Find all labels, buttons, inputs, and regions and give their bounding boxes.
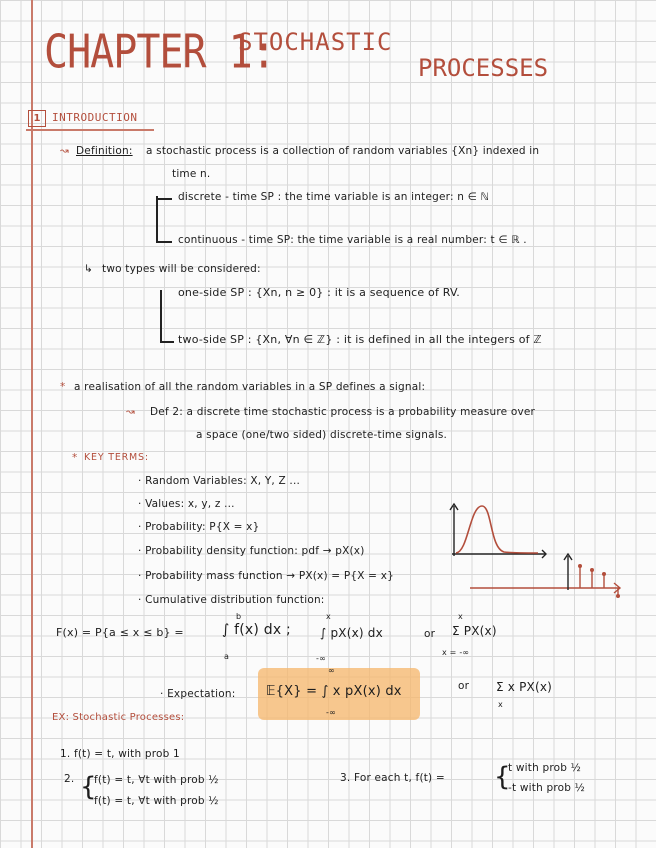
- expectation-formula: 𝔼{X} = ∫ x pX(x) dx: [266, 684, 402, 699]
- example-2-line2: f(t) = t, ∀t with prob ½: [94, 795, 219, 807]
- margin-line: [31, 0, 33, 848]
- pmf-sketch: [470, 552, 640, 602]
- definition-text-line1: a stochastic process is a collection of random variables {Xn} indexed in: [146, 145, 540, 157]
- cdf-or: or: [424, 628, 436, 640]
- pdf-sketch: [446, 498, 556, 560]
- expectation-sum-lower: x: [498, 700, 503, 709]
- chapter-title: CHAPTER 1:: [44, 26, 275, 79]
- key-term-item: · Random Variables: X, Y, Z ...: [138, 475, 301, 487]
- two-side-sp: two-side SP : {Xn, ∀n ∈ ℤ} : it is defined in all the integers of ℤ: [178, 333, 542, 346]
- expectation-upper: ∞: [328, 666, 335, 675]
- example-1: 1. f(t) = t, with prob 1: [60, 748, 180, 760]
- expectation-or: or: [458, 680, 470, 692]
- key-terms-star-icon: *: [72, 452, 78, 464]
- return-arrow-icon: ↳: [84, 263, 93, 275]
- arrow-icon-def2: ↝: [126, 406, 135, 418]
- continuous-time-sp: continuous - time SP: the time variable is a real number: t ∈ ℝ .: [178, 234, 527, 246]
- cdf-sum-upper: x: [458, 612, 463, 621]
- cdf-int1: ∫ f(x) dx ;: [222, 622, 291, 638]
- bullet-star-icon: *: [60, 381, 66, 393]
- key-term-pmf: Probability mass function → PX(x) = P{X = x}: [145, 570, 395, 582]
- bracket-types: [160, 290, 162, 342]
- example-2-brace: {: [80, 772, 97, 802]
- key-term-item: · Probability density function: pdf → pX(x): [138, 545, 365, 557]
- example-2-line1: f(t) = t, ∀t with prob ½: [94, 774, 219, 786]
- bracket-tick-bottom: [156, 241, 172, 243]
- cdf-int2-lower: -∞: [316, 654, 326, 663]
- cdf-sum: Σ PX(x): [452, 624, 497, 638]
- example-3-brace: {: [494, 762, 511, 792]
- realisation-line1: a realisation of all the random variables in a SP defines a signal:: [74, 381, 426, 393]
- discrete-time-sp: discrete - time SP : the time variable is an integer: n ∈ ℕ: [178, 191, 490, 203]
- cdf-int1-lower: a: [224, 652, 230, 661]
- key-term-cdf: Cumulative distribution function:: [145, 594, 325, 606]
- chapter-title-processes: PROCESSES: [418, 54, 549, 82]
- bracket-tick-top: [156, 198, 172, 200]
- one-side-sp: one-side SP : {Xn, n ≥ 0} : it is a sequence of RV.: [178, 286, 460, 299]
- section-underline: [26, 129, 154, 131]
- key-term-item: · Cumulative distribution function:: [138, 594, 325, 606]
- definition-text-line2: time n.: [172, 168, 211, 180]
- bracket-definition: [156, 196, 158, 242]
- arrow-icon: ↝: [60, 145, 69, 157]
- example-3-case1: t with prob ½: [508, 762, 582, 774]
- chapter-title-stochastic: STOCHASTIC: [238, 28, 393, 56]
- cdf-sum-lower: x = -∞: [442, 648, 470, 657]
- expectation-sum: Σ x PX(x): [496, 680, 553, 694]
- bracket-types-tick: [160, 341, 174, 343]
- key-term-item: · Values: x, y, z ...: [138, 498, 235, 510]
- key-terms-heading: KEY TERMS:: [84, 452, 149, 463]
- key-term-pdf: Probability density function: pdf → pX(x): [145, 545, 365, 557]
- cdf-int2: ∫ pX(x) dx: [320, 626, 383, 640]
- expectation-lower: -∞: [326, 708, 336, 717]
- section-title: INTRODUCTION: [52, 111, 138, 124]
- cdf-int2-upper: x: [326, 612, 331, 621]
- expectation-label: · Expectation:: [160, 688, 236, 700]
- examples-heading: EX: Stochastic Processes:: [52, 712, 185, 723]
- key-term-random-variables: Random Variables: X, Y, Z ...: [145, 475, 301, 487]
- expectation-label-text: Expectation:: [167, 688, 236, 700]
- example-2-number: 2.: [64, 773, 75, 785]
- key-term-values: Values: x, y, z ...: [145, 498, 235, 510]
- types-intro: two types will be considered:: [102, 263, 261, 275]
- cdf-lhs: F(x) = P{a ≤ x ≤ b} =: [56, 626, 184, 639]
- key-term-item: · Probability: P{X = x}: [138, 521, 260, 533]
- definition-label: Definition:: [76, 145, 133, 157]
- cdf-int1-upper: b: [236, 612, 242, 621]
- def2-line2: a space (one/two sided) discrete-time signals.: [196, 429, 448, 441]
- key-term-probability: Probability: P{X = x}: [145, 521, 260, 533]
- def2-line1: Def 2: a discrete time stochastic process is a probability measure over: [150, 406, 536, 418]
- key-term-item: · Probability mass function → PX(x) = P{X = x}: [138, 570, 395, 582]
- section-number: 1: [28, 110, 46, 127]
- example-3-case2: -t with prob ½: [508, 782, 586, 794]
- example-3: 3. For each t, f(t) =: [340, 772, 445, 784]
